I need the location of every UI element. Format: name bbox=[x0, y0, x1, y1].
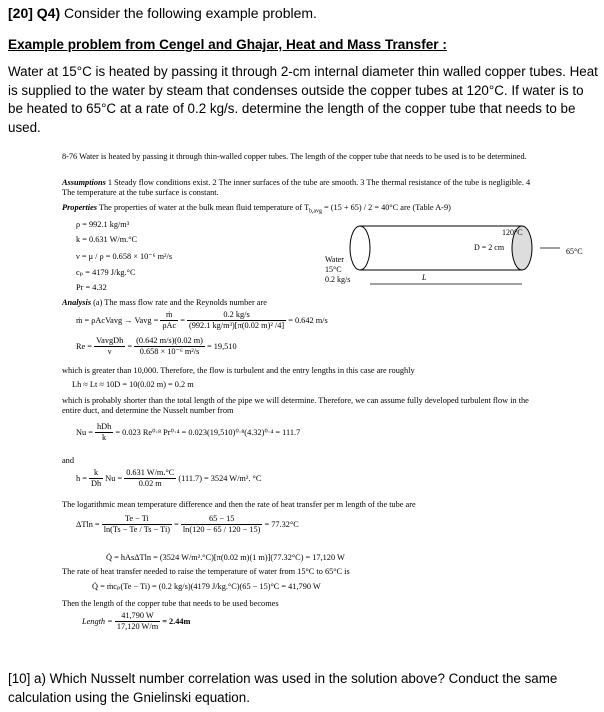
solution-properties: Properties The properties of water at the bulk mean fluid temperature of $T_{b,avg} = (15 + 65) / 2 = 40^\circ C$ are (Table A-9) bbox=[62, 203, 451, 215]
heat-rate-equation: Q̇ = hAsΔTln = (3524 W/m².°C)[π(0.02 m)(1 m)](77.32°C) = 17,120 W bbox=[106, 553, 345, 562]
rate-note: The rate of heat transfer needed to raise the temperature of water from 15°C to 65°C is bbox=[62, 567, 350, 576]
solution-problem: 8-76 Water is heated by passing it through thin-walled copper tubes. The length of the copper tube that needs to be used is to be determined. bbox=[62, 152, 527, 161]
problem-statement: Water at 15°C is heated by passing it through 2-cm internal diameter thin walled copper tubes. Heat is supplied to the water by steam that condenses outside the copper tubes at 120°C. If water is to be heated to 65°C at a rate of 0.2 kg/s. determine the length of the copper tube that needs to be used. bbox=[8, 64, 598, 135]
lmtd-note: The logarithmic mean temperature difference and then the rate of heat transfer per m length of the tube are bbox=[62, 500, 416, 509]
solution-analysis: Analysis (a) The mass flow rate and the Reynolds number are bbox=[62, 298, 267, 307]
question-header: [20] Q4) Consider the following example problem. bbox=[8, 5, 317, 21]
flow-rate-label: 0.2 kg/s bbox=[325, 275, 351, 284]
required-heat-equation: Q̇ = ṁcₚ(Te − Ti) = (0.2 kg/s)(4179 J/kg.°C)(65 − 15)°C = 41,790 W bbox=[92, 582, 321, 591]
exit-temp-label: 65°C bbox=[566, 247, 583, 256]
property-rho: ρ = 992.1 kg/m³ bbox=[76, 220, 130, 229]
length-label: L bbox=[422, 273, 427, 282]
solution-assumptions: Assumptions 1 Steady flow conditions exist. 2 The inner surfaces of the tube are smooth. 3 The thermal resistance of the tube is negligible. 4 The temperature at the tube surface is constant. bbox=[62, 178, 531, 198]
example-source-title: Example problem from Cengel and Ghajar, Heat and Mass Transfer : bbox=[8, 37, 447, 52]
length-equation: Length = $\frac{41,790 W}{17,120 W/m}$ = 2.44m bbox=[82, 611, 191, 632]
property-k: k = 0.631 W/m.°C bbox=[76, 235, 138, 244]
h-equation: h = $\frac{k}{Dh}$ Nu = $\frac{0.631 W/m.^\circ C}{0.02 m}$ (111.7) = 3524 W/m². °C bbox=[76, 468, 262, 489]
question-a: [10] a) Which Nusselt number correlation was used in the solution above? Conduct the same calculation using the Gnielinski equation. bbox=[8, 671, 558, 705]
entry-length-equation: Lh ≈ Lt ≈ 10D = 10(0.02 m) = 0.2 m bbox=[72, 380, 194, 389]
copper-tube-diagram bbox=[322, 222, 604, 292]
length-note: Then the length of the copper tube that needs to be used becomes bbox=[62, 599, 279, 608]
inlet-temp-label: 15°C bbox=[325, 265, 342, 274]
diameter-label: D = 2 cm bbox=[474, 243, 505, 252]
fully-developed-note: which is probably shorter than the total length of the pipe we will determine. Therefore, we can assume fully developed turbulent flow in the entire duct, and determine the Nusselt number from bbox=[62, 396, 529, 416]
turbulent-note: which is greater than 10,000. Therefore, the flow is turbulent and the entry lengths in this case are roughly bbox=[62, 366, 415, 375]
property-cp: cₚ = 4179 J/kg.°C bbox=[76, 268, 136, 277]
water-label: Water bbox=[325, 255, 344, 264]
reynolds-equation: Re = $\frac{\text{VavgDh}}{\nu}$ = $\frac{(0.642 m/s)(0.02 m)}{\text{0.658 × 10⁻⁶ m²/s}}$ = 19,510 bbox=[76, 336, 237, 357]
velocity-equation: ṁ = ρAcVavg → Vavg = $\frac{\text{ṁ}}{\text{ρAc}}$ = $\frac{0.2 kg/s}{\text{(992.1 kg/m³)[π(0.02 m)² /4]}}$ = 0.642 m/s bbox=[76, 310, 328, 331]
steam-temp-label: 120°C bbox=[502, 228, 523, 237]
property-nu: ν = μ / ρ = 0.658 × 10⁻⁶ m²/s bbox=[76, 252, 173, 261]
and-text: and bbox=[62, 456, 74, 465]
property-pr: Pr = 4.32 bbox=[76, 283, 107, 292]
lmtd-equation: ΔTln = $\frac{Te - Ti}{\ln(Ts - Te / Ts - Ti)}$ = $\frac{65 - 15}{\ln(120 - 65 / 120 - 15)}$ = 77.32°C bbox=[76, 514, 299, 535]
tube-inlet bbox=[350, 226, 370, 270]
nusselt-equation: Nu = $\frac{\text{hDh}}{k}$ = 0.023 Re⁰·⁸ Pr⁰·⁴ = 0.023(19,510)⁰·⁸(4.32)⁰·⁴ = 111.7 bbox=[76, 422, 301, 443]
